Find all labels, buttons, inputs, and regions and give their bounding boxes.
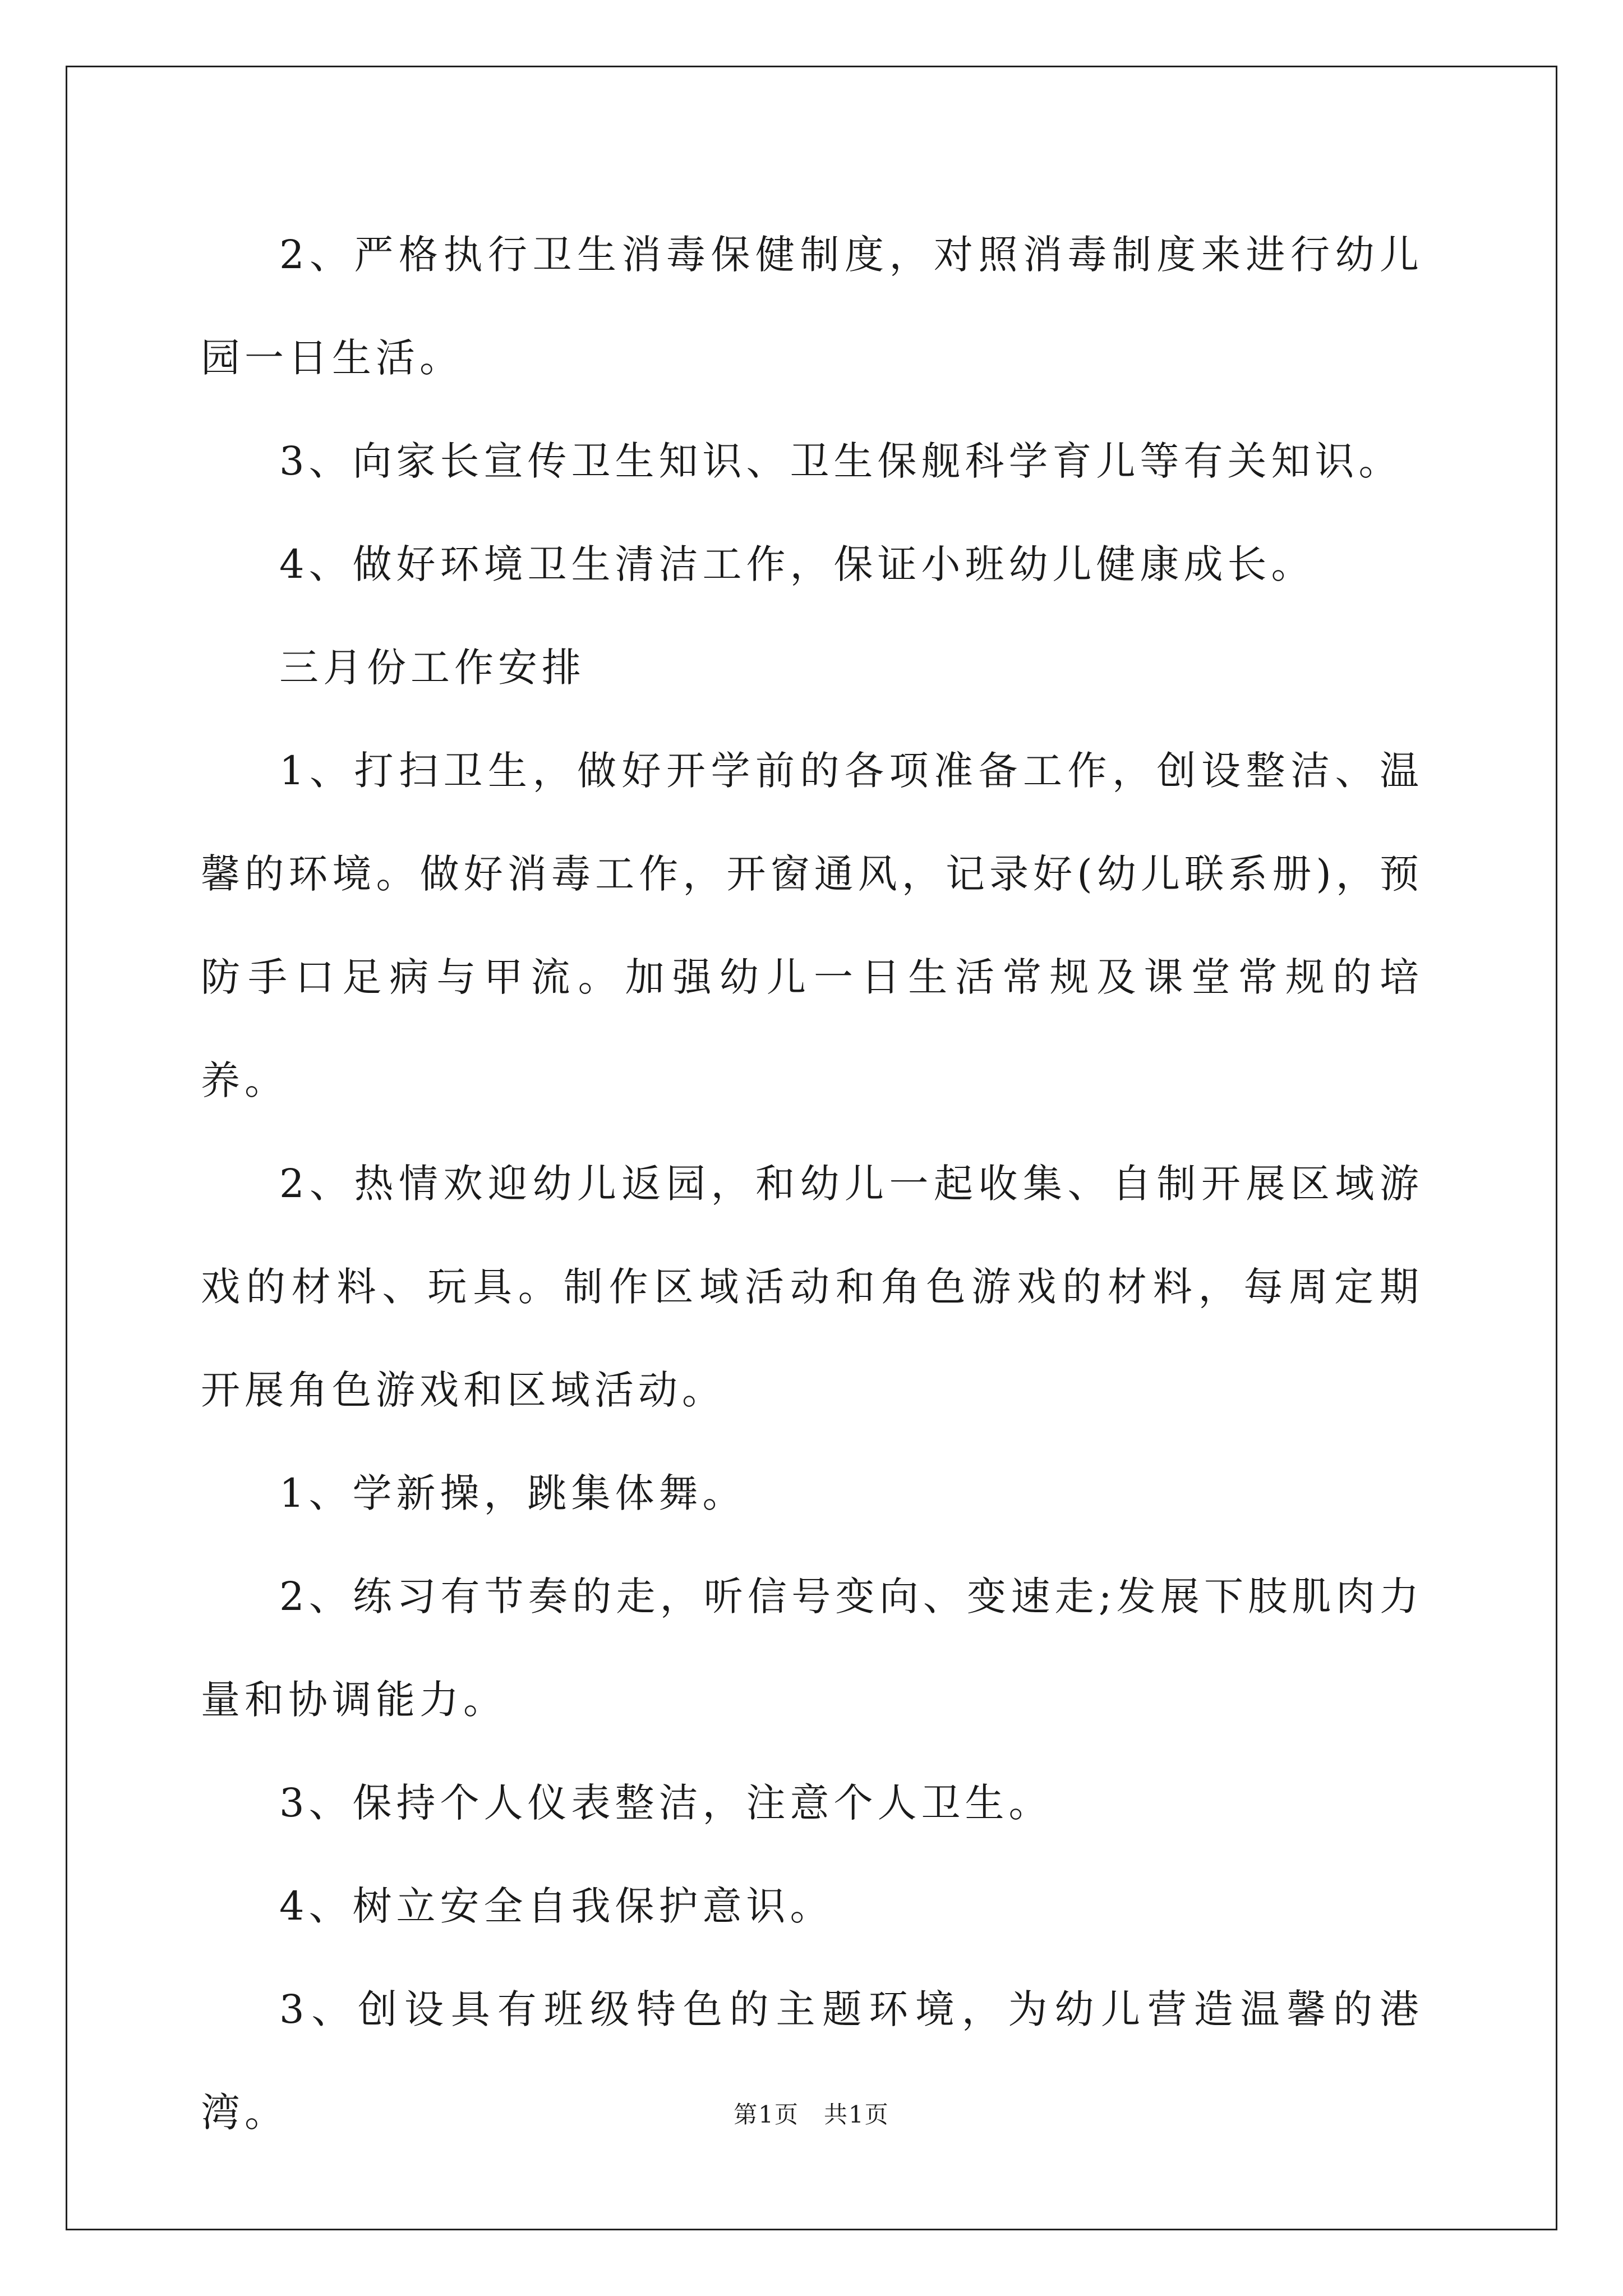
document-body [201, 203, 1423, 2164]
paragraph-new-exercises: 1、学新操，跳集体舞。 [279, 1470, 746, 1516]
paragraph-environment-cleaning: 4、做好环境卫生清洁工作，保证小班幼儿健康成长。 [279, 541, 1315, 587]
paragraph-safety-awareness: 4、树立安全自我保护意识。 [279, 1883, 834, 1929]
paragraph-theme-environment: 3、创设具有班级特色的主题环境，为幼儿营造温馨的港湾。 [201, 1986, 1423, 2136]
page-number-footer: 第1页 共1页 [734, 2101, 889, 2128]
paragraph-welcome-back: 2、热情欢迎幼儿返园，和幼儿一起收集、自制开展区域游戏的材料、玩具。制作区域活动和角色游戏的材料，每周定期开展角色游戏和区域活动。 [201, 1161, 1423, 1413]
paragraph-cleaning-preparation: 1、打扫卫生，做好开学前的各项准备工作，创设整洁、温馨的环境。做好消毒工作，开窗通风，记录好(幼儿联系册)，预防手口足病与甲流。加强幼儿一日生活常规及课堂常规的培养。 [201, 748, 1423, 1103]
paragraph-rhythmic-walking: 2、练习有节奏的走，听信号变向、变速走;发展下肢肌肉力量和协调能力。 [201, 1573, 1423, 1723]
paragraph-parent-education: 3、向家长宣传卫生知识、卫生保舰科学育儿等有关知识。 [279, 438, 1403, 484]
paragraph-hygiene-disinfection: 2、严格执行卫生消毒保健制度，对照消毒制度来进行幼儿园一日生活。 [201, 232, 1423, 381]
section-heading-march: 三月份工作安排 [279, 645, 585, 691]
paragraph-personal-hygiene: 3、保持个人仪表整洁，注意个人卫生。 [279, 1780, 1053, 1826]
